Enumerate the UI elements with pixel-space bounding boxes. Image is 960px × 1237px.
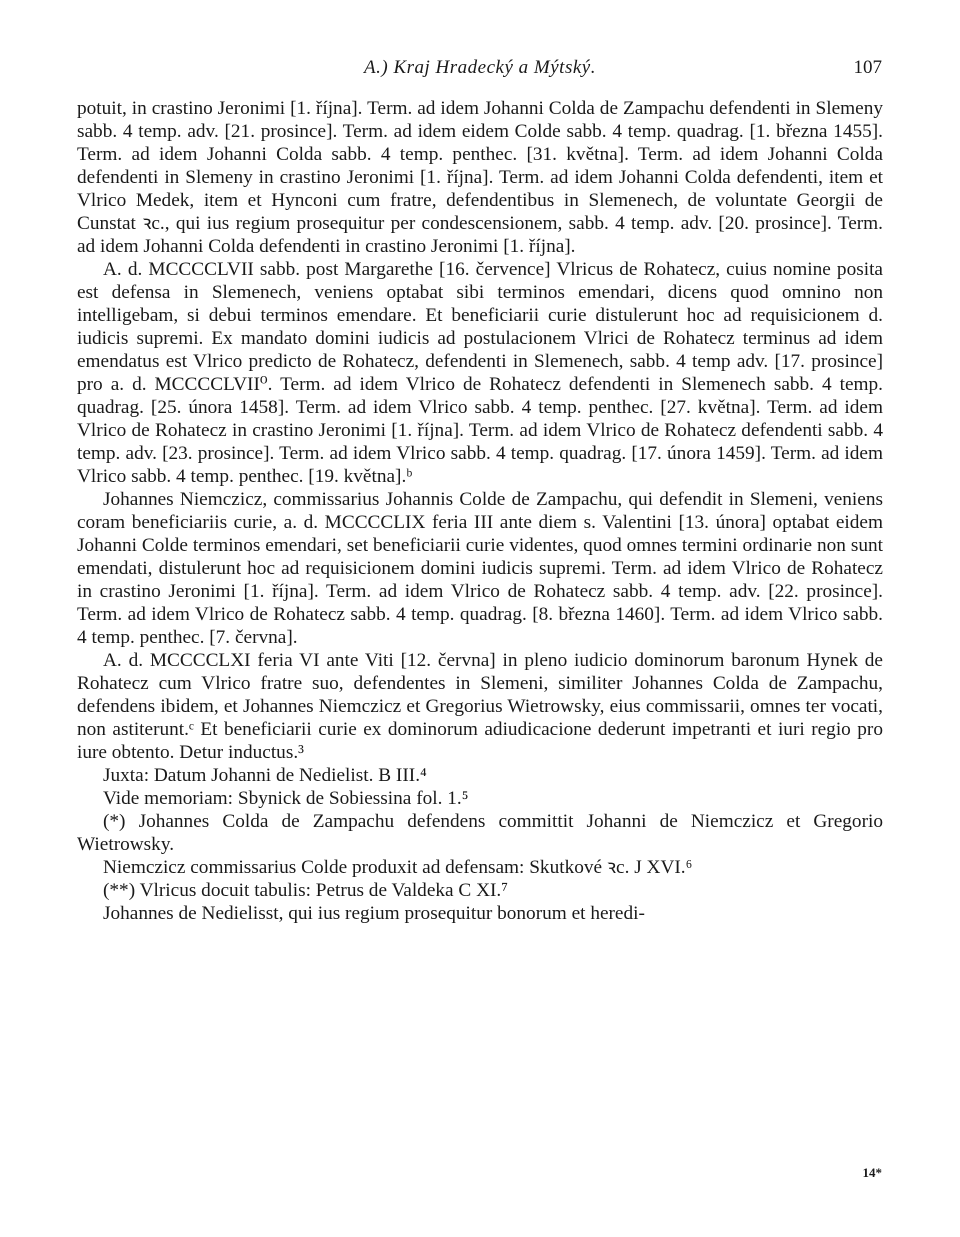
paragraph: Johannes de Nedielisst, qui ius regium prosequitur bonorum et heredi-	[103, 903, 645, 924]
document-body	[77, 97, 883, 925]
paragraph: Juxta: Datum Johanni de Nedielist. B III.⁴	[103, 765, 427, 786]
paragraph: Johannes Niemczicz, commissarius Johannis Colde de Zampachu, qui defendit in Slemeni, veniens coram beneficiariis curie, a. d. MCCCCLIX feria III ante diem s. Valentini [13. února] optabat eidem Johanni Colde terminos emendari, set beneficiarii curie videntes, quod omnes termini ordinarie non sunt emendati, distulerunt hoc ad requisicionem domini iudicis supremi. Term. ad idem Vlrico de Rohatecz in crastino Jeronimi [1. října]. Term. ad idem Vlrico de Rohatecz sabb. 4 temp. adv. [22. prosince]. Term. ad idem Vlrico de Rohatecz sabb. 4 temp. quadrag. [8. března 1460]. Term. ad idem Vlrico sabb. 4 temp. penthec. [7. června].	[77, 489, 883, 648]
page-number: 107	[853, 57, 882, 78]
paragraph: A. d. MCCCCLXI feria VI ante Viti [12. června] in pleno iudicio dominorum baronum Hynek de Rohatecz cum Vlrico fratre suo, defendentes in Slemeni, similiter Johannes Colda de Zampachu, defendens ibidem, et Johannes Niemczicz et Gregorius Wietrowsky, eius commissarii, omnes ter vocati, non astiterunt.ᶜ Et beneficiarii curie ex dominorum adiudicacione dederunt impetranti et iuri regio pro iure obtento. Detur inductus.³	[77, 650, 883, 763]
running-head	[0, 57, 960, 83]
sheet-signature: 14*	[862, 1165, 882, 1180]
paragraph: A. d. MCCCCLVII sabb. post Margarethe [16. července] Vlricus de Rohatecz, cuius nomine posita est defensa in Slemenech, veniens optabat sibi terminos emendari, dicens quod omnino non intelligebam, si debui terminos emendare. Et beneficiarii curie distulerunt hoc ad requisicionem d. iudicis supremi. Ex mandato domini iudicis ad postulacionem Vlrici de Rohatecz terminus ad idem emendatus est Vlrico predicto de Rohatecz, defendenti in Slemenech, sabb. 4 temp adv. [17. prosince] pro a. d. MCCCCLVII⁰. Term. ad idem Vlrico de Rohatecz defendenti in Slemenech sabb. 4 temp. quadrag. [25. února 1458]. Term. ad idem Vlrico sabb. 4 temp. penthec. [27. května]. Term. ad idem Vlrico de Rohatecz in crastino Jeronimi [1. října]. Term. ad idem Vlrico de Rohatecz defendenti sabb. 4 temp. adv. [23. prosince]. Term. ad idem Vlrico sabb. 4 temp. quadrag. [17. února 1459]. Term. ad idem Vlrico sabb. 4 temp. penthec. [19. května].ᵇ	[77, 259, 883, 487]
paragraph: Vide memoriam: Sbynick de Sobiessina fol. 1.⁵	[103, 788, 469, 809]
paragraph: potuit, in crastino Jeronimi [1. října]. Term. ad idem Johanni Colda de Zampachu defendenti in Slemeny sabb. 4 temp. adv. [21. prosince]. Term. ad idem eidem Colde sabb. 4 temp. quadrag. [1. března 1455]. Term. ad idem Johanni Colda sabb. 4 temp. penthec. [31. května]. Term. ad idem Johanni Colda defendenti in Slemeny in crastino Jeronimi [1. října]. Term. ad idem Johanni Colda defendenti, item et Vlrico Medek, item et Hynconi cum fratre, defendentibus in Slemenech, de voluntate Georgii de Cunstat ꝛc., qui ius regium prosequitur per condescensionem, sabb. 4 temp. adv. [20. prosince]. Term. ad idem Johanni Colda defendenti in crastino Jeronimi [1. října].	[77, 98, 883, 257]
paragraph: (**) Vlricus docuit tabulis: Petrus de Valdeka C XI.⁷	[103, 880, 508, 901]
paragraph: (*) Johannes Colda de Zampachu defendens committit Johanni de Niemczicz et Gregorio Wietrowsky.	[77, 811, 883, 855]
running-head-title: A.) Kraj Hradecký a Mýtský.	[364, 57, 596, 78]
paragraph: Niemczicz commissarius Colde produxit ad defensam: Skutkové ꝛc. J XVI.⁶	[103, 857, 693, 878]
